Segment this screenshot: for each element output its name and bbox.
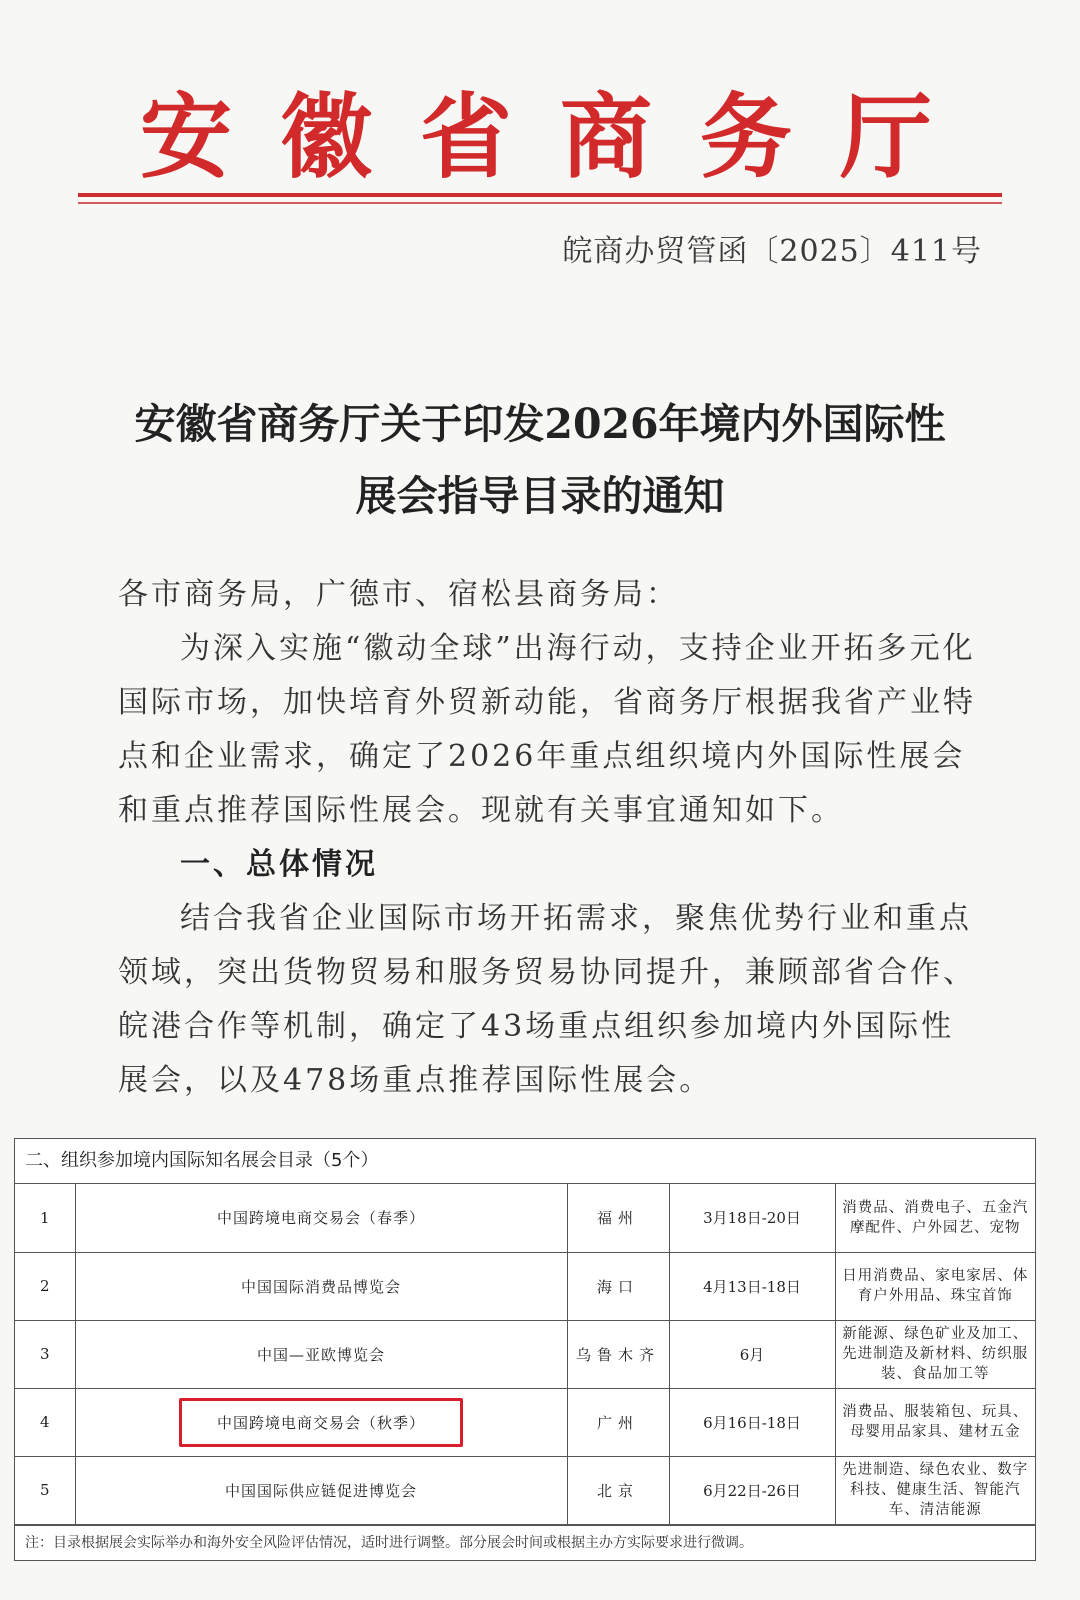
exhibition-city: 乌鲁木齐 [567,1320,669,1388]
exhibition-date: 6月 [669,1320,835,1388]
exhibition-name-text: 中国跨境电商交易会（春季） [216,1209,425,1228]
row-index: 3 [15,1320,75,1388]
table-row [15,1456,1035,1524]
table-row [15,1388,1035,1456]
letterhead-rule-thick [78,193,1002,197]
row-index: 1 [15,1184,75,1252]
section1-heading: 一、总体情况 [180,847,378,882]
exhibition-city: 北京 [567,1456,669,1524]
exhibition-name-text: 中国国际消费品博览会 [240,1277,401,1296]
intro-paragraph: 为深入实施“徽动全球”出海行动，支持企业开拓多元化国际市场，加快培育外贸新动能，省商务厅根据我省产业特点和企业需求，确定了2026年重点组织境内外国际性展会和重点推荐国际性展会。现就有关事宜通知如下。 [118,631,976,828]
document-title-line2: 展会指导目录的通知 [355,472,725,520]
highlighted-exhibition-name: 中国跨境电商交易会（秋季） [191,1404,451,1441]
table-row [15,1184,1035,1252]
document-body [118,568,978,1108]
exhibition-categories: 新能源、绿色矿业及加工、先进制造及新材料、纺织服装、食品加工等 [835,1320,1035,1388]
row-index: 2 [15,1252,75,1320]
document-number: 皖商办贸管函〔2025〕411号 [562,234,982,269]
catalog-header: 二、组织参加境内国际知名展会目录（5个） [15,1139,1035,1184]
exhibition-name [75,1456,567,1524]
exhibition-catalog-table [14,1138,1036,1561]
row-index: 5 [15,1456,75,1524]
exhibition-name [75,1252,567,1320]
document-title-line1: 安徽省商务厅关于印发2026年境内外国际性 [134,400,946,448]
document-title [100,388,980,532]
salutation: 各市商务局，广德市、宿松县商务局： [118,577,679,612]
exhibition-categories: 消费品、消费电子、五金汽摩配件、户外园艺、宠物 [835,1184,1035,1252]
exhibition-date: 6月22日-26日 [669,1456,835,1524]
exhibition-categories: 日用消费品、家电家居、体育户外用品、珠宝首饰 [835,1252,1035,1320]
exhibition-categories: 先进制造、绿色农业、数字科技、健康生活、智能汽车、清洁能源 [835,1456,1035,1524]
exhibition-name [75,1184,567,1252]
exhibition-date: 6月16日-18日 [669,1388,835,1456]
exhibition-name-text: 中国—亚欧博览会 [256,1345,385,1364]
exhibition-name [75,1320,567,1388]
catalog-body [15,1184,1035,1524]
section1-paragraph: 结合我省企业国际市场开拓需求，聚焦优势行业和重点领域，突出货物贸易和服务贸易协同提升，兼顾部省合作、皖港合作等机制，确定了43场重点组织参加境内外国际性展会，以及478场重点推荐国际性展会。 [118,901,976,1098]
exhibition-name-text: 中国国际供应链促进博览会 [224,1481,417,1500]
exhibition-date: 3月18日-20日 [669,1184,835,1252]
exhibition-categories: 消费品、服装箱包、玩具、母婴用品家具、建材五金 [835,1388,1035,1456]
catalog-note: 注：目录根据展会实际举办和海外安全风险评估情况，适时进行调整。部分展会时间或根据主办方实际要求进行微调。 [15,1525,1035,1560]
exhibition-city: 海口 [567,1252,669,1320]
table-row [15,1252,1035,1320]
exhibition-city: 广州 [567,1388,669,1456]
table-row [15,1320,1035,1388]
letterhead-title: 安徽省商务厅 [139,83,980,191]
row-index: 4 [15,1388,75,1456]
exhibition-date: 4月13日-18日 [669,1252,835,1320]
exhibition-city: 福州 [567,1184,669,1252]
letterhead-rule-thin [78,202,1002,204]
exhibition-name [75,1388,567,1456]
catalog-grid [15,1184,1035,1525]
